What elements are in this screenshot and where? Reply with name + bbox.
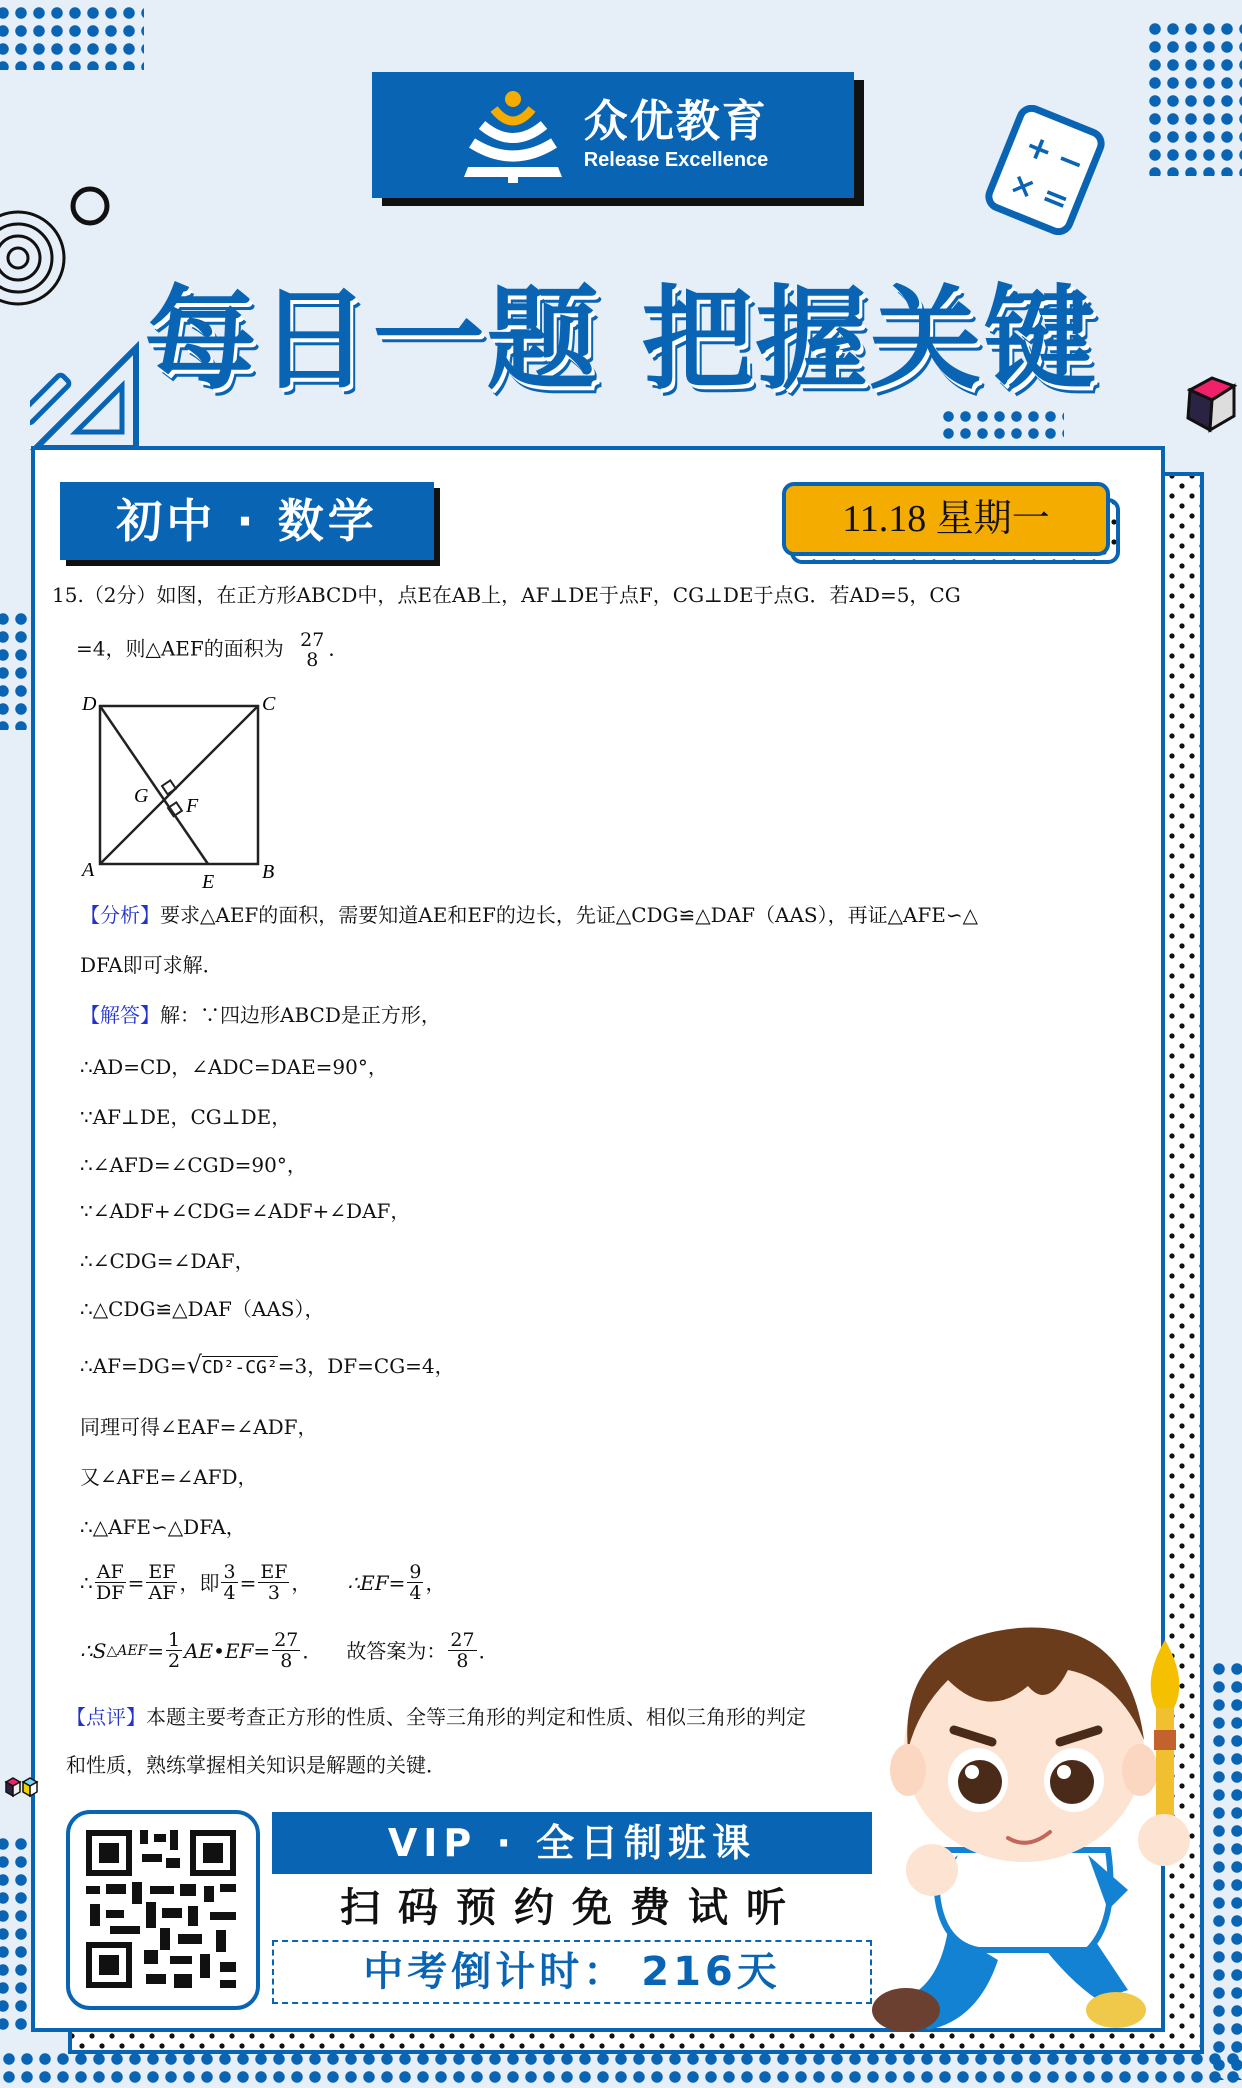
solution-step: ∴△CDG≌△DAF（AAS）， — [80, 1297, 325, 1321]
label-B: B — [262, 861, 275, 883]
denominator: 4 — [409, 1582, 422, 1604]
geometry-figure — [70, 690, 290, 890]
equals: = — [147, 1638, 165, 1663]
calculator-icon — [980, 105, 1110, 235]
label-F: F — [186, 795, 199, 817]
solution-step: ∴AD=CD，∠ADC=DAE=90°， — [80, 1055, 388, 1079]
solution-step: ∵∠ADF+∠CDG=∠ADF+∠DAF， — [80, 1199, 411, 1223]
sqrt-body: CD²-CG² — [201, 1357, 278, 1378]
dot-pattern-bottom — [0, 2050, 1242, 2088]
numerator: 1 — [168, 1629, 181, 1651]
sqrt-sign-icon: √ — [186, 1351, 202, 1379]
countdown-value: 216天 — [641, 1949, 781, 1995]
numerator: 9 — [409, 1561, 422, 1583]
date-label: 11.18 星期一 — [782, 482, 1110, 556]
denominator: DF — [95, 1582, 125, 1604]
analysis-text-2: DFA即可求解． — [80, 953, 223, 977]
brand-name: 众优教育 — [583, 95, 768, 147]
analysis-line-1 — [80, 902, 1120, 928]
brand-text — [583, 95, 769, 172]
period: ． — [478, 1638, 499, 1663]
numerator: 3 — [223, 1561, 236, 1583]
solution-intro-text: 解：∵四边形ABCD是正方形， — [160, 1003, 441, 1027]
question-end: ． — [328, 636, 349, 661]
brand-logo[interactable] — [372, 72, 854, 198]
solution-step-sqrt — [80, 1352, 455, 1381]
question-number: 15. — [52, 583, 84, 607]
question-text-2: =4，则△AEF的面积为 — [76, 636, 284, 661]
numerator: 27 — [274, 1629, 299, 1651]
solution-area-line — [80, 1630, 499, 1671]
solution-step: ∴△AFE∽△DFA， — [80, 1515, 246, 1539]
fraction — [258, 1562, 289, 1603]
ef-prefix: ∴EF= — [347, 1570, 406, 1595]
promo-subtitle[interactable]: 扫码预约免费试听 — [340, 1885, 804, 1931]
answer-fraction — [298, 630, 326, 670]
dot-pattern-left — [0, 610, 30, 730]
fraction — [272, 1630, 300, 1671]
period: ． — [302, 1638, 323, 1663]
solution-step: ∵AF⊥DE，CG⊥DE， — [80, 1105, 292, 1129]
numerator: AF — [96, 1561, 124, 1583]
denominator: 3 — [267, 1582, 280, 1604]
numerator: EF — [260, 1561, 288, 1583]
svg-text:=: = — [1036, 175, 1076, 221]
countdown-box — [272, 1940, 872, 2004]
answer-denominator: 8 — [306, 649, 319, 671]
small-cubes-icon — [2, 1776, 42, 1800]
label-A: A — [82, 859, 95, 881]
ratio-mid-text: ，即 — [179, 1570, 220, 1595]
numerator: 27 — [450, 1629, 475, 1651]
ratio-tail: ， — [291, 1570, 312, 1595]
solution-step: ∴∠CDG=∠DAF， — [80, 1249, 255, 1273]
svg-text:×: × — [1004, 165, 1042, 208]
comment-tag: 【点评】 — [66, 1705, 146, 1729]
ratio-end: ， — [425, 1570, 446, 1595]
sqrt-prefix: ∴AF=DG= — [80, 1354, 187, 1378]
page-headline: 每日一题 把握关键 — [144, 275, 1098, 405]
question-score: （2分） — [83, 583, 157, 607]
denominator: 2 — [168, 1650, 181, 1672]
therefore-symbol: ∴ — [80, 1570, 93, 1595]
comment-line-1 — [66, 1704, 806, 1730]
label-D: D — [82, 693, 97, 715]
comment-text-2: 和性质，熟练掌握相关知识是解题的关键． — [66, 1753, 446, 1777]
solution-ratio-line: ∴ $\frac{AF}{DF}$ = $\frac{EF}{AF}$ ，即 $\frac{3}{4}$ = $\frac{EF}{3}$ ， ∴EF= $\frac{9}{4}$ ， — [80, 1561, 446, 1604]
analysis-text: 要求△AEF的面积，需要知道AE和EF的边长，先证△CDG≌△DAF（AAS），再证△AFE∽△ — [160, 903, 979, 927]
dot-pattern-right — [1210, 1660, 1242, 2080]
fraction — [407, 1562, 423, 1603]
qr-code-icon — [70, 1814, 256, 2006]
svg-text:+: + — [1019, 125, 1059, 171]
answer-label: 故答案为： — [346, 1638, 447, 1663]
fraction — [146, 1562, 177, 1603]
sqrt-suffix: =3，DF=CG=4， — [277, 1354, 455, 1378]
dot-pattern-top-left — [0, 4, 144, 70]
label-E: E — [202, 871, 215, 890]
question-line-1 — [52, 582, 1112, 608]
label-G: G — [134, 785, 149, 807]
denominator: 8 — [280, 1650, 293, 1672]
solution-tag: 【解答】 — [80, 1003, 160, 1027]
area-prefix: ∴S — [80, 1638, 107, 1663]
brand-mark-icon — [458, 85, 568, 185]
analysis-line-2 — [80, 952, 223, 978]
denominator: 4 — [223, 1582, 236, 1604]
question-text: 如图，在正方形ABCD中，点E在AB上，AF⊥DE于点F，CG⊥DE于点G．若AD=5，CG — [156, 583, 961, 607]
question-line-2 — [76, 630, 776, 670]
solution-step: 又∠AFE=∠AFD， — [80, 1465, 258, 1489]
area-mid: AE•EF= — [184, 1638, 271, 1663]
denominator: 8 — [456, 1650, 469, 1672]
fraction — [166, 1630, 182, 1671]
solution-intro — [80, 1002, 441, 1028]
comment-text: 本题主要考查正方形的性质、全等三角形的判定和性质、相似三角形的判定 — [146, 1705, 806, 1729]
fraction — [448, 1630, 476, 1671]
dot-pattern-top-right — [1146, 20, 1242, 176]
answer-numerator: 27 — [300, 629, 325, 651]
comment-line-2 — [66, 1752, 446, 1778]
analysis-tag: 【分析】 — [80, 903, 160, 927]
numerator: EF — [148, 1561, 176, 1583]
dot-pattern-mid-right — [940, 408, 1064, 442]
fraction — [95, 1562, 126, 1603]
mascot-illustration — [868, 1600, 1208, 2040]
brand-tagline: Release Excellence — [583, 148, 769, 171]
promo-title: VIP · 全日制班课 — [272, 1812, 872, 1874]
dot-pattern-bottom-left — [0, 1835, 30, 2035]
subject-label: 初中 · 数学 — [60, 482, 434, 560]
label-C: C — [262, 693, 276, 715]
countdown-label: 中考倒计时： — [363, 1949, 628, 1995]
denominator: AF — [148, 1582, 176, 1604]
svg-text:−: − — [1051, 138, 1091, 184]
area-subscript: △AEF — [106, 1642, 148, 1659]
qr-code[interactable] — [66, 1810, 260, 2010]
solution-step: ∴∠AFD=∠CGD=90°， — [80, 1153, 307, 1177]
fraction — [221, 1562, 237, 1603]
solution-step: 同理可得∠EAF=∠ADF， — [80, 1415, 318, 1439]
